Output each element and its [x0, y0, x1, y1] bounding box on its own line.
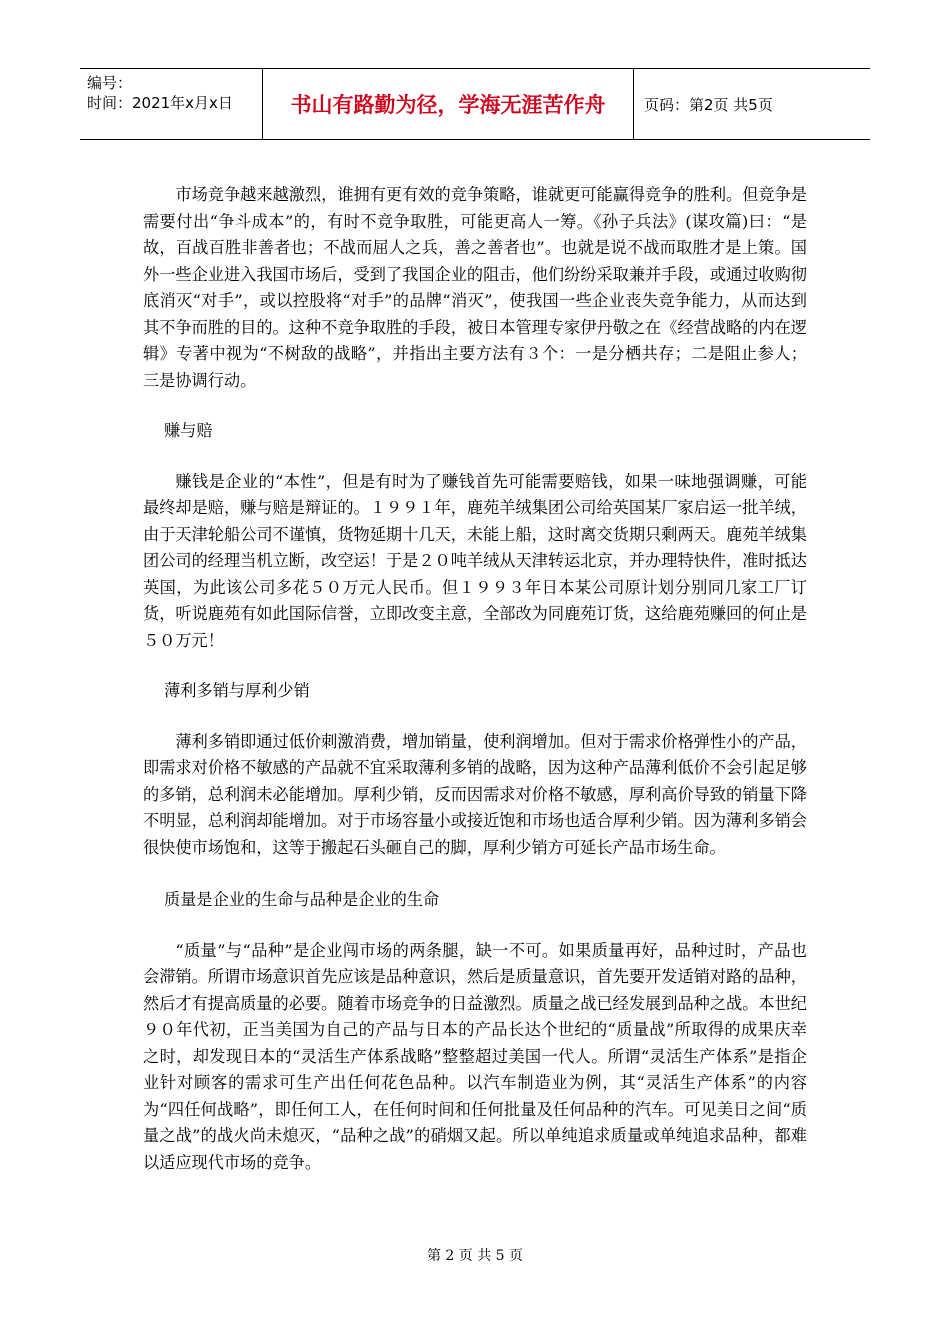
document-body — [143, 182, 807, 1176]
paragraph-earn-and-lose: 赚钱是企业的“本性”，但是有时为了赚钱首先可能需要赔钱，如果一味地强调赚，可能最终却是赔，赚与赔是辩证的。１９９１年，鹿苑羊绒集团公司给英国某厂家启运一批羊绒，由于天津轮船公司不谨慎，货物延期十几天，未能上船，这时离交货期只剩两天。鹿苑羊绒集团公司的经理当机立断，改空运！于是２０吨羊绒从天津转运北京，并办理特快件，准时抵达英国，为此该公司多花５０万元人民币。但１９９３年日本某公司原计划分别同几家工厂订货，听说鹿苑有如此国际信誉，立即改变主意，全部改为同鹿苑订货，这给鹿苑赚回的何止是５０万元！ — [143, 471, 807, 650]
paragraph-quality-and-variety: “质量”与“品种”是企业闯市场的两条腿，缺一不可。如果质量再好，品种过时，产品也会滞销。所谓市场意识首先应该是品种意识，然后是质量意识，首先要开发适销对路的品种，然后才有提高质量的必要。随着市场竞争的日益激烈。质量之战已经发展到品种之战。本世纪９０年代初，正当美国为自己的产品与日本的产品长达个世纪的“质量战”所取得的成果庆幸之时，却发现日本的“灵活生产体系战略”整整超过美国一代人。所谓“灵活生产体系”是指企业针对顾客的需求可生产出任何花色品种。以汽车制造业为例，其“灵活生产体系”的内容为“四任何战略”，即任何工人，在任何时间和任何批量及任何品种的汽车。可见美日之间“质量之战”的战火尚未熄灭，“品种之战”的硝烟又起。所以单纯追求质量或单纯追求品种，都难以适应现代市场的竞争。 — [143, 940, 807, 1172]
paragraph-competition-strategy: 市场竞争越来越激烈，谁拥有更有效的竞争策略，谁就更可能赢得竞争的胜利。但竞争是需要付出“争斗成本”的，有时不竞争取胜，可能更高人一筹。《孙子兵法》(谋攻篇)曰：“是故，百战百胜非善者也；不战而屈人之兵，善之善者也”。也就是说不战而取胜才是上策。国外一些企业进入我国市场后，受到了我国企业的阻击，他们纷纷采取兼并手段，或通过收购彻底消灭“对手”，或以控股将“对手”的品牌“消灭”，使我国一些企业丧失竞争能力，从而达到其不争而胜的目的。这种不竞争取胜的手段，被日本管理专家伊丹敬之在《经营战略的内在逻辑》专著中视为“不树敌的战略”，并指出主要方法有３个：一是分栖共存；二是阻止参人；三是协调行动。 — [143, 185, 807, 390]
header-motto: 书山有路勤为径，学海无涯苦作舟 — [263, 69, 634, 139]
document-time-label: 时间：2021年x月x日 — [87, 94, 233, 112]
header-page-info: 页码：第2页 共5页 — [644, 95, 773, 114]
document-number-label: 编号： — [87, 74, 133, 92]
section-heading-pricing-strategy: 薄利多销与厚利少销 — [164, 681, 310, 700]
page-header — [80, 68, 870, 140]
paragraph-pricing-strategy: 薄利多销即通过低价刺激消费，增加销量，使利润增加。但对于需求价格弹性小的产品，即需求对价格不敏感的产品就不宜采取薄利多销的战略，因为这种产品薄利低价不会引起足够的多销，总利润未必能增加。厚利少销，反而因需求对价格不敏感，厚利高价导致的销量下降不明显，总利润却能增加。对于市场容量小或接近饱和市场也适合厚利少销。因为薄利多销会很快使市场饱和，这等于搬起石头砸自己的脚，厚利少销方可延长产品市场生命。 — [143, 731, 807, 857]
page-footer: 第 2 页 共 5 页 — [426, 1248, 524, 1264]
header-meta — [80, 69, 263, 139]
section-heading-quality-and-variety: 质量是企业的生命与品种是企业的生命 — [164, 890, 440, 909]
section-heading-earn-and-lose: 赚与赔 — [164, 421, 213, 440]
